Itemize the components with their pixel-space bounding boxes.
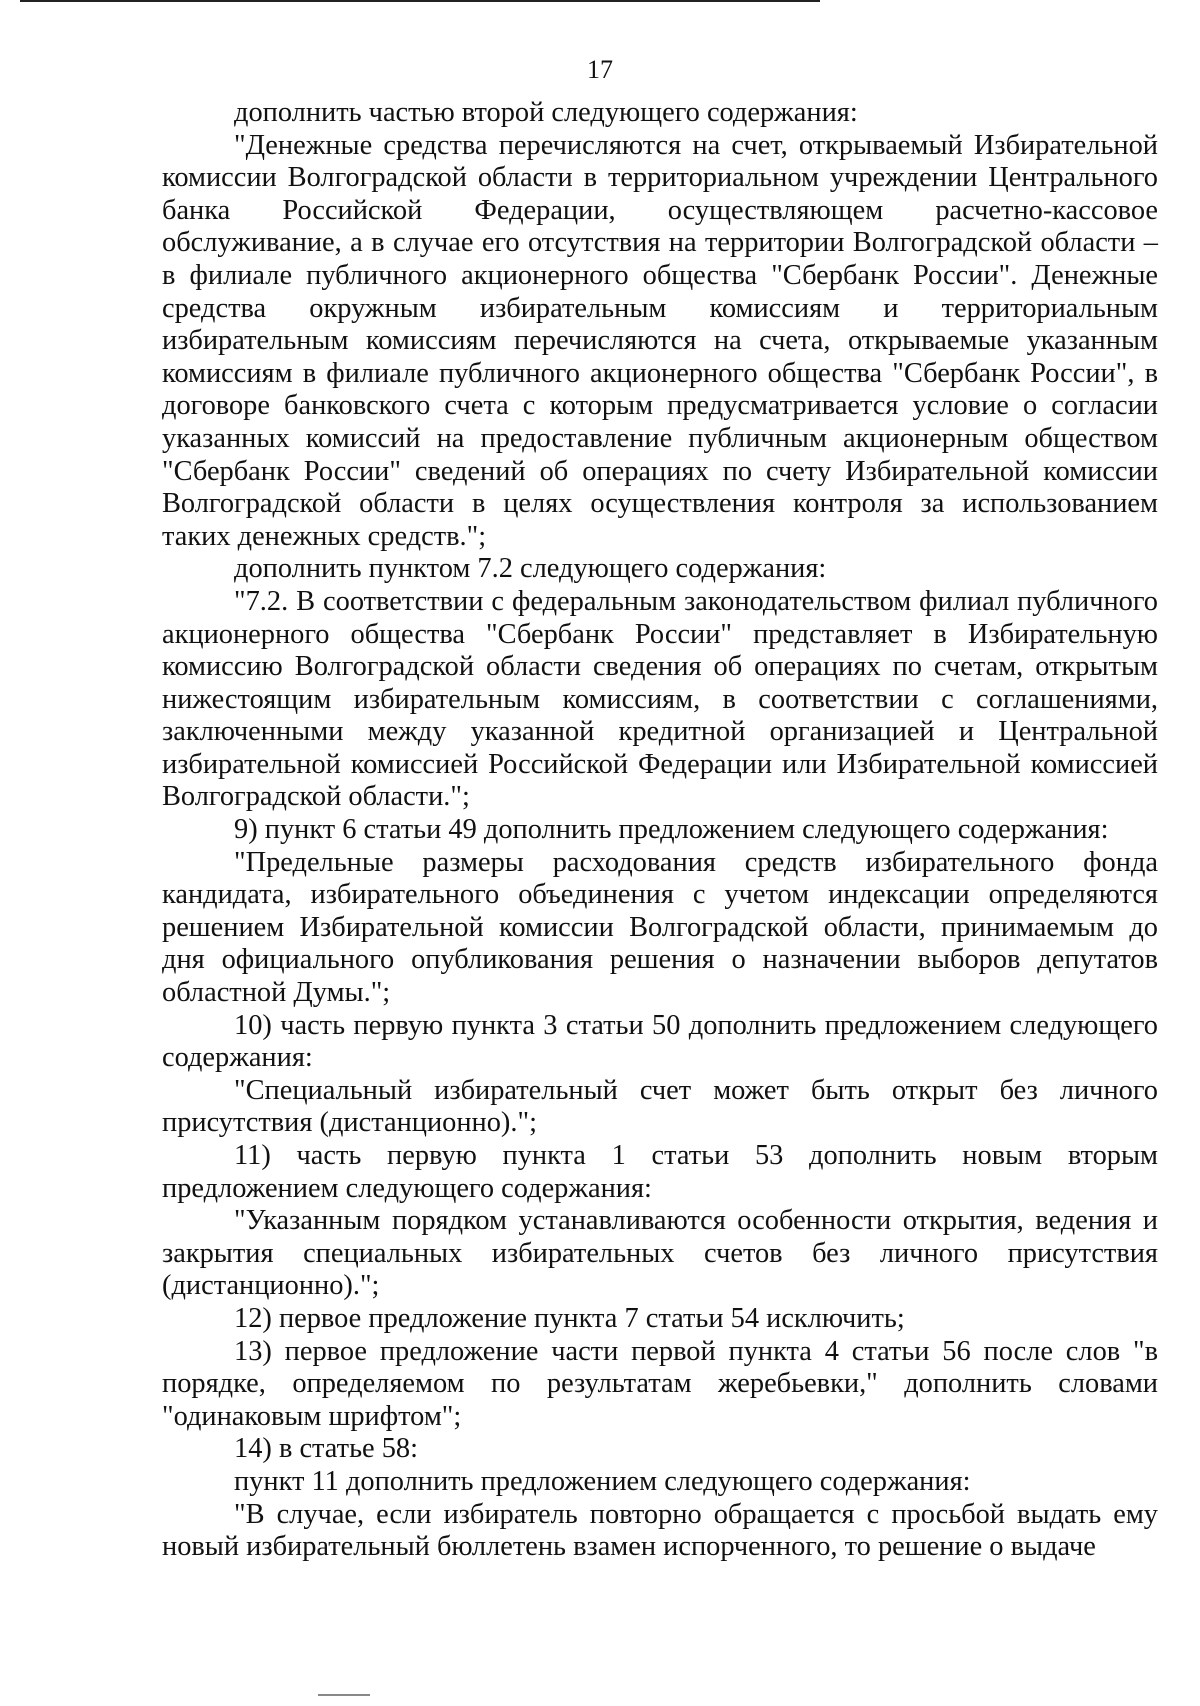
scan-artifact (318, 1694, 370, 1696)
paragraph: "Указанным порядком устанавливаются особенности открытия, ведения и закрытия специальных избирательных счетов без личного присутствия (дистанционно)."; (162, 1205, 1158, 1302)
paragraph: 10) часть первую пункта 3 статьи 50 дополнить предложением следующего содержания: (162, 1009, 1158, 1074)
page-number: 17 (587, 55, 613, 84)
paragraph: "Специальный избирательный счет может быть открыт без личного присутствия (дистанционно)."; (162, 1074, 1158, 1139)
paragraph: 14) в статье 58: (234, 1433, 418, 1465)
paragraph: дополнить частью второй следующего содержания: (234, 97, 858, 128)
paragraph: "Предельные размеры расходования средств избирательного фонда кандидата, избирательного объединения с учетом индексации определяются решением Избирательной комиссии Волгоградской области, принимаемым до дня официального опубликования решения о назначении выборов депутатов областной Думы."; (162, 846, 1158, 1009)
paragraph: пункт 11 дополнить предложением следующего содержания: (234, 1465, 971, 1497)
scan-edge (20, 0, 820, 2)
paragraph: 12) первое предложение пункта 7 статьи 54 исключить; (234, 1302, 905, 1334)
paragraph: дополнить пунктом 7.2 следующего содержания: (234, 553, 827, 585)
paragraph: "7.2. В соответствии с федеральным законодательством филиал публичного акционерного общества "Сбербанк России" представляет в Избирательную комиссию Волгоградской области сведения об операциях по счетам, открытым нижестоящим избирательным комиссиям, в соответствии с соглашениями, заключенными между указанной кредитной организацией и Центральной избирательной комиссией Российской Федерации или Избирательной комиссией Волгоградской области."; (162, 585, 1158, 813)
paragraph: "В случае, если избиратель повторно обращается с просьбой выдать ему новый избирательный бюллетень взамен испорченного, то решение о выдаче (162, 1498, 1158, 1563)
paragraph: 9) пункт 6 статьи 49 дополнить предложением следующего содержания: (234, 814, 1109, 846)
paragraph: 13) первое предложение части первой пункта 4 статьи 56 после слов "в порядке, определяемом по результатам жеребьевки," дополнить словами "одинаковым шрифтом"; (162, 1335, 1158, 1432)
paragraph: 11) часть первую пункта 1 статьи 53 дополнить новым вторым предложением следующего содержания: (162, 1140, 1158, 1204)
document-body (162, 97, 1158, 1564)
paragraph: "Денежные средства перечисляются на счет, открываемый Избирательной комиссии Волгоградской области в территориальном учреждении Центрального банка Российской Федерации, осуществляющем расчетно-кассовое обслуживание, а в случае его отсутствия на территории Волгоградской области – в филиале публичного акционерного общества "Сбербанк России". Денежные средства окружным избирательным комиссиям и территориальным избирательным комиссиям перечисляются на счета, открываемые указанным комиссиям в филиале публичного акционерного общества "Сбербанк России", в договоре банковского счета с которым предусматривается условие о согласии указанных комиссий на предоставление публичным акционерным обществом "Сбербанк России" сведений об операциях по счету Избирательной комиссии Волгоградской области в целях осуществления контроля за использованием таких денежных средств."; (162, 129, 1158, 552)
